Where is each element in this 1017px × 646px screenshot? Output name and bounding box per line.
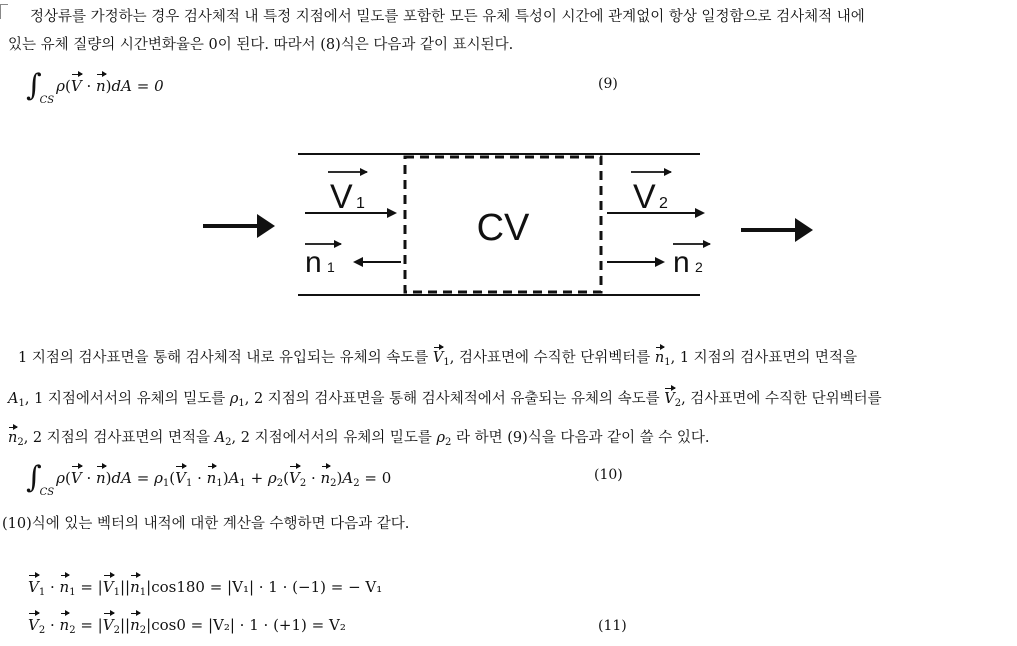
v2-subscript: 2 [659, 195, 668, 212]
page-corner-mark [0, 4, 8, 19]
paragraph-3: (10)식에 있는 벡터의 내적에 대한 계산을 수행하면 다음과 같다. [2, 516, 410, 532]
equation-11-number: (11) [598, 618, 627, 634]
paragraph-1-line-1: 정상류를 가정하는 경우 검사체적 내 특정 지점에서 밀도를 포함한 모든 유체 특성이 시간에 관계없이 항상 일정함으로 검사체적 내에 [30, 9, 865, 25]
equation-9-number: (9) [598, 76, 618, 92]
paragraph-2-line-2: $A_1$, 1 지점에서서의 유체의 밀도를 $\rho_1$, 2 지점의 검사표면을 통해 검사체적에서 유출되는 유체의 속도를 $V_2$, 검사표면에 수직한 단위벡터를 [8, 391, 882, 409]
n1-label: n [305, 246, 322, 279]
v1-label: V [330, 178, 353, 216]
equation-11-line-1: $V_1 \cdot n_1 = |V_1||n_1|\cos 180 = |V_1| \cdot 1 \cdot (-1)$ = − V₁ [28, 578, 383, 598]
n2-subscript: 2 [695, 259, 703, 275]
paragraph-2-line-3: $n_2$, 2 지점의 검사표면의 면적을 $A_2$, 2 지점에서서의 유체의 밀도를 $\rho_2$ 라 하면 (9)식을 다음과 같이 쓸 수 있다. [8, 430, 710, 448]
n1-subscript: 1 [327, 259, 335, 275]
equation-10-number: (10) [594, 467, 623, 483]
n2-label: n [673, 246, 690, 279]
v2-label: V [633, 178, 656, 216]
control-volume-diagram [195, 148, 825, 303]
outflow-arrow-head [795, 218, 813, 242]
equation-9: ∫CSρ(V · n)dA = 0 [26, 68, 164, 106]
cv-label: CV [476, 207, 530, 249]
equation-10: $\int CS\rho(V \cdot n)dA = \rho_1(V_1 \cdot n_1)A_1 + \rho_2(V_2 \cdot n_2)A_2 = 0$ [26, 460, 392, 498]
equation-11-line-2: $V_2 \cdot n_2 = |V_2||n_2|\cos 0 = |V_2| \cdot 1 \cdot (+1) = V_2$ [28, 616, 346, 636]
paragraph-1-line-2: 있는 유체 질량의 시간변화율은 0이 된다. 따라서 (8)식은 다음과 같이 표시된다. [8, 37, 514, 53]
inflow-arrow-head [257, 214, 275, 238]
v1-subscript: 1 [356, 195, 365, 212]
paragraph-2-line-1: 1 지점의 검사표면을 통해 검사체적 내로 유입되는 유체의 속도를 $V_1$, 검사표면에 수직한 단위벡터를 $n_1$, 1 지점의 검사표면의 면적을 [18, 350, 857, 368]
